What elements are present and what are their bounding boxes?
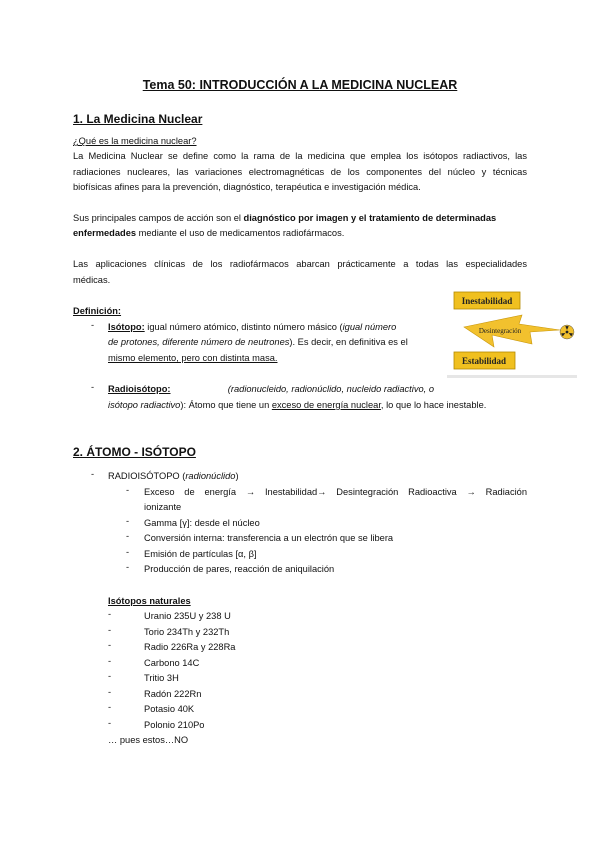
question-heading: ¿Qué es la medicina nuclear?	[73, 136, 197, 146]
instability-diagram	[444, 289, 582, 379]
sub-bullet-dash: -	[126, 516, 130, 526]
inestabilidad-label: Inestabilidad	[461, 296, 513, 306]
paragraph-line: médicas.	[73, 275, 111, 285]
paragraph-line: Las aplicaciones clínicas de los radiofármacos abarcan prácticamente a todas las especialidades	[73, 259, 527, 269]
list-dash: -	[108, 687, 112, 697]
natural-isotope-item: Potasio 40K	[144, 704, 195, 714]
sub-bullet-dash: -	[126, 485, 130, 495]
estabilidad-label: Estabilidad	[461, 356, 507, 366]
list-dash: -	[108, 609, 112, 619]
natural-isotope-item: Tritio 3H	[144, 673, 179, 683]
closing-note: … pues estos…NO	[108, 735, 189, 745]
sub-bullet-dash: -	[126, 562, 130, 572]
radioisotope-definition-line: isótopo radiactivo): Átomo que tiene un exceso de energía nuclear, lo que lo hace inestable.	[108, 400, 487, 410]
paragraph-line: La Medicina Nuclear se define como la rama de la medicina que emplea los isótopos radiactivos, las	[73, 151, 527, 161]
natural-isotope-item: Carbono 14C	[144, 658, 200, 668]
paragraph-line: biofísicas afines para la prevención, diagnóstico, terapéutica e investigación médica.	[73, 182, 421, 192]
paragraph-line: Sus principales campos de acción son el diagnóstico por imagen y el tratamiento de determinadas	[73, 213, 497, 223]
sub-item: Exceso de energía → Inestabilidad→ Desintegración Radioactiva → Radiación	[144, 487, 527, 497]
natural-isotope-item: Torio 234Th y 232Th	[144, 627, 230, 637]
sub-item: Gamma [γ]: desde el núcleo	[144, 518, 260, 528]
definition-label: Definición:	[73, 306, 122, 316]
bullet-dash: -	[91, 382, 95, 392]
isotope-definition-line: mismo elemento, pero con distinta masa.	[108, 353, 278, 363]
sub-item: Conversión interna: transferencia a un electrón que se libera	[144, 533, 394, 543]
radioisotope-definition-line: Radioisótopo: (radionucleido, radionúclido, nucleido radiactivo, o	[108, 384, 434, 394]
natural-isotope-item: Polonio 210Po	[144, 720, 205, 730]
page-title: Tema 50: INTRODUCCIÓN A LA MEDICINA NUCLEAR	[142, 78, 458, 92]
isotope-definition-line: de protones, diferente número de neutrones). Es decir, en definitiva es el	[108, 337, 408, 347]
sub-bullet-dash: -	[126, 547, 130, 557]
paragraph-line: radiaciones nucleares, las variaciones electromagnéticas de los componentes del núcleo y técnicas	[73, 167, 527, 177]
sub-item: ionizante	[144, 502, 182, 512]
lightning-diagram	[444, 289, 582, 379]
isotope-definition-line: Isótopo: igual número atómico, distinto número másico (igual número	[108, 322, 397, 332]
natural-isotope-item: Radio 226Ra y 228Ra	[144, 642, 236, 652]
natural-isotopes-heading: Isótopos naturales	[108, 596, 191, 606]
list-dash: -	[108, 656, 112, 666]
list-dash: -	[108, 671, 112, 681]
natural-isotope-item: Radón 222Rn	[144, 689, 202, 699]
list-dash: -	[108, 702, 112, 712]
bullet-dash: -	[91, 320, 95, 330]
list-dash: -	[108, 718, 112, 728]
sub-item: Emisión de partículas [α, β]	[144, 549, 257, 559]
radioisotope-item: RADIOISÓTOPO (radionúclido)	[108, 471, 239, 481]
sub-item: Producción de pares, reacción de aniquilación	[144, 564, 335, 574]
desintegracion-label: Desintegración	[478, 327, 522, 335]
paragraph-line: enfermedades mediante el uso de medicamentos radiofármacos.	[73, 228, 345, 238]
section-1-heading: 1. La Medicina Nuclear	[73, 112, 203, 126]
radiation-icon	[560, 325, 574, 339]
sub-bullet-dash: -	[126, 531, 130, 541]
natural-isotope-item: Uranio 235U y 238 U	[144, 611, 231, 621]
list-dash: -	[108, 625, 112, 635]
list-dash: -	[108, 640, 112, 650]
bullet-dash: -	[91, 469, 95, 479]
section-2-heading: 2. ÁTOMO - ISÓTOPO	[73, 445, 196, 459]
